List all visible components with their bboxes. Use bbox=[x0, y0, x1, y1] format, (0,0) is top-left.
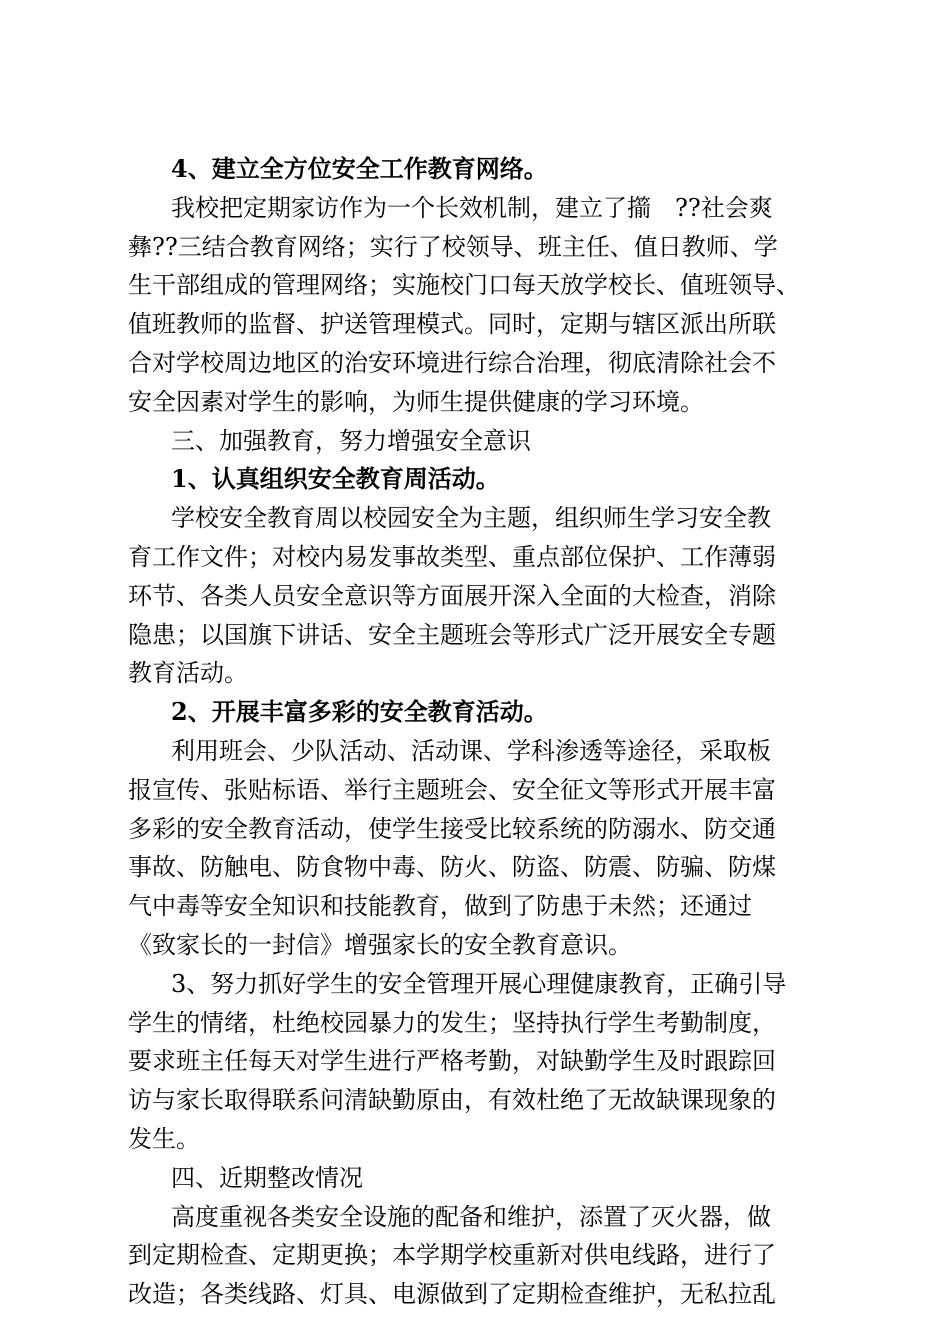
section-heading-line: 2、开展丰富多彩的安全教育活动。 bbox=[171, 697, 548, 727]
section-heading-line: 4、建立全方位安全工作教育网络。 bbox=[171, 154, 548, 183]
paragraph-line: 我校把定期家访作为一个长效机制，建立了擶 ??社会爽 bbox=[171, 193, 773, 222]
paragraph-line: 改造；各类线路、灯具、电源做到了定期检查维护，无私拉乱 bbox=[128, 1280, 776, 1309]
paragraph-line: 学校安全教育周以校园安全为主题，组织师生学习安全教 bbox=[171, 504, 771, 533]
paragraph-line: 彝??三结合教育网络；实行了校领导、班主任、值日教师、学 bbox=[128, 232, 778, 261]
paragraph-line: 学生的情绪，杜绝校园暴力的发生；坚持执行学生考勤制度， bbox=[128, 1008, 776, 1037]
paragraph-line: 合对学校周边地区的治安环境进行综合治理，彻底清除社会不 bbox=[128, 348, 776, 377]
paragraph-line: 事故、防触电、防食物中毒、防火、防盗、防震、防骗、防煤 bbox=[128, 853, 776, 882]
paragraph-line: 访与家长取得联系问清缺勤原由，有效杜绝了无故缺课现象的 bbox=[128, 1086, 776, 1115]
paragraph-line: 育工作文件；对校内易发事故类型、重点部位保护、工作薄弱 bbox=[128, 542, 776, 571]
document-body bbox=[128, 150, 828, 1314]
paragraph-line: 教育活动。 bbox=[128, 659, 248, 688]
paragraph-line: 发生。 bbox=[128, 1124, 200, 1153]
paragraph-line: 值班教师的监督、护送管理模式。同时，定期与辖区派出所联 bbox=[128, 310, 776, 339]
paragraph-line: 隐患；以国旗下讲话、安全主题班会等形式广泛开展安全专题 bbox=[128, 620, 776, 649]
paragraph-line: 四、近期整改情况 bbox=[171, 1163, 363, 1192]
paragraph-line: 环节、各类人员安全意识等方面展开深入全面的大检查，消除 bbox=[128, 581, 776, 610]
paragraph-line: 《致家长的一封信》增强家长的安全教育意识。 bbox=[128, 930, 632, 959]
paragraph-line: 安全因素对学生的影响，为师生提供健康的学习环境。 bbox=[128, 387, 704, 416]
paragraph-line: 要求班主任每天对学生进行严格考勤，对缺勤学生及时跟踪回 bbox=[128, 1047, 776, 1076]
paragraph-line: 三、加强教育，努力增强安全意识 bbox=[171, 426, 531, 455]
paragraph-line: 多彩的安全教育活动，使学生接受比较系统的防溺水、防交通 bbox=[128, 814, 776, 843]
paragraph-line: 报宣传、张贴标语、举行主题班会、安全征文等形式开展丰富 bbox=[128, 775, 776, 804]
paragraph-line: 高度重视各类安全设施的配备和维护，添置了灭火器，做 bbox=[171, 1202, 771, 1231]
paragraph-line: 气中毒等安全知识和技能教育，做到了防患于未然；还通过 bbox=[128, 892, 752, 921]
paragraph-line: 利用班会、少队活动、活动课、学科渗透等途径，采取板 bbox=[171, 736, 771, 765]
paragraph-line: 3、努力抓好学生的安全管理开展心理健康教育，正确引导 bbox=[171, 969, 787, 998]
paragraph-line: 到定期检查、定期更换；本学期学校重新对供电线路，进行了 bbox=[128, 1241, 776, 1270]
paragraph-line: 生干部组成的管理网络；实施校门口每天放学校长、值班领导、 bbox=[128, 271, 800, 300]
section-heading-line: 1、认真组织安全教育周活动。 bbox=[171, 464, 500, 494]
